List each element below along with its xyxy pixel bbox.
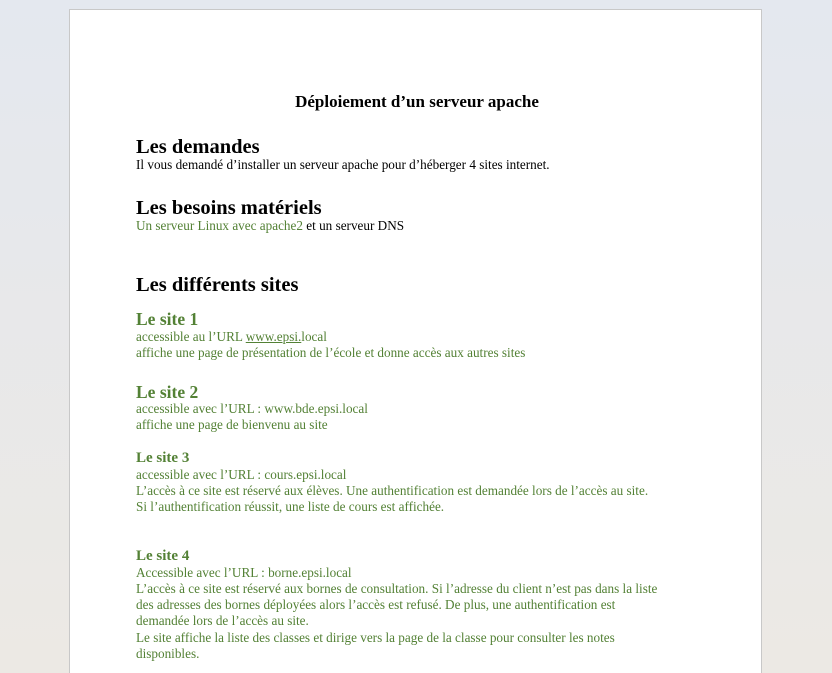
heading-sites: Les différents sites (136, 274, 299, 296)
paragraph-demandes: Il vous demandé d’installer un serveur apache pour d’héberger 4 sites internet. (136, 157, 550, 172)
heading-demandes: Les demandes (136, 136, 260, 158)
document-page (69, 9, 762, 673)
site3-description-line1: L’accès à ce site est réservé aux élèves. Une authentification est demandée lors de l’accès au site. (136, 483, 649, 498)
site3-url-line: accessible avec l’URL : cours.epsi.local (136, 467, 347, 482)
besoins-black-text: et un serveur DNS (302, 218, 405, 233)
site1-url-prefix: accessible au l’URL (136, 329, 246, 344)
site4-description-line4: Le site affiche la liste des classes et dirige vers la page de la classe pour consulter les notes (136, 630, 615, 645)
heading-site2: Le site 2 (136, 382, 199, 402)
site4-description-line1: L’accès à ce site est réservé aux bornes de consultation. Si l’adresse du client n’est pas dans la liste (136, 581, 658, 596)
paragraph-besoins (136, 218, 404, 234)
site4-description-line3: demandée lors de l’accès au site. (136, 613, 309, 628)
site1-url-suffix: local (301, 329, 327, 344)
heading-site4: Le site 4 (136, 548, 190, 564)
besoins-green-text: Un serveur Linux avec apache2 (136, 218, 303, 233)
heading-besoins: Les besoins matériels (136, 197, 322, 219)
site2-url-line: accessible avec l’URL : www.bde.epsi.local (136, 401, 368, 416)
site4-description-line5: disponibles. (136, 646, 200, 661)
document-title: Déploiement d’un serveur apache (295, 92, 539, 111)
heading-site3: Le site 3 (136, 450, 190, 466)
site1-description: affiche une page de présentation de l’école et donne accès aux autres sites (136, 345, 526, 360)
site4-description-line2: des adresses des bornes déployées alors l’accès est refusé. De plus, une authentification est (136, 597, 616, 612)
site3-description-line2: Si l’authentification réussit, une liste de cours est affichée. (136, 499, 445, 514)
site4-url-line: Accessible avec l’URL : borne.epsi.local (136, 565, 352, 580)
site2-description: affiche une page de bienvenu au site (136, 417, 328, 432)
site1-url-line (136, 329, 327, 345)
heading-site1: Le site 1 (136, 309, 199, 329)
site1-url-link[interactable]: www.epsi. (245, 329, 302, 344)
